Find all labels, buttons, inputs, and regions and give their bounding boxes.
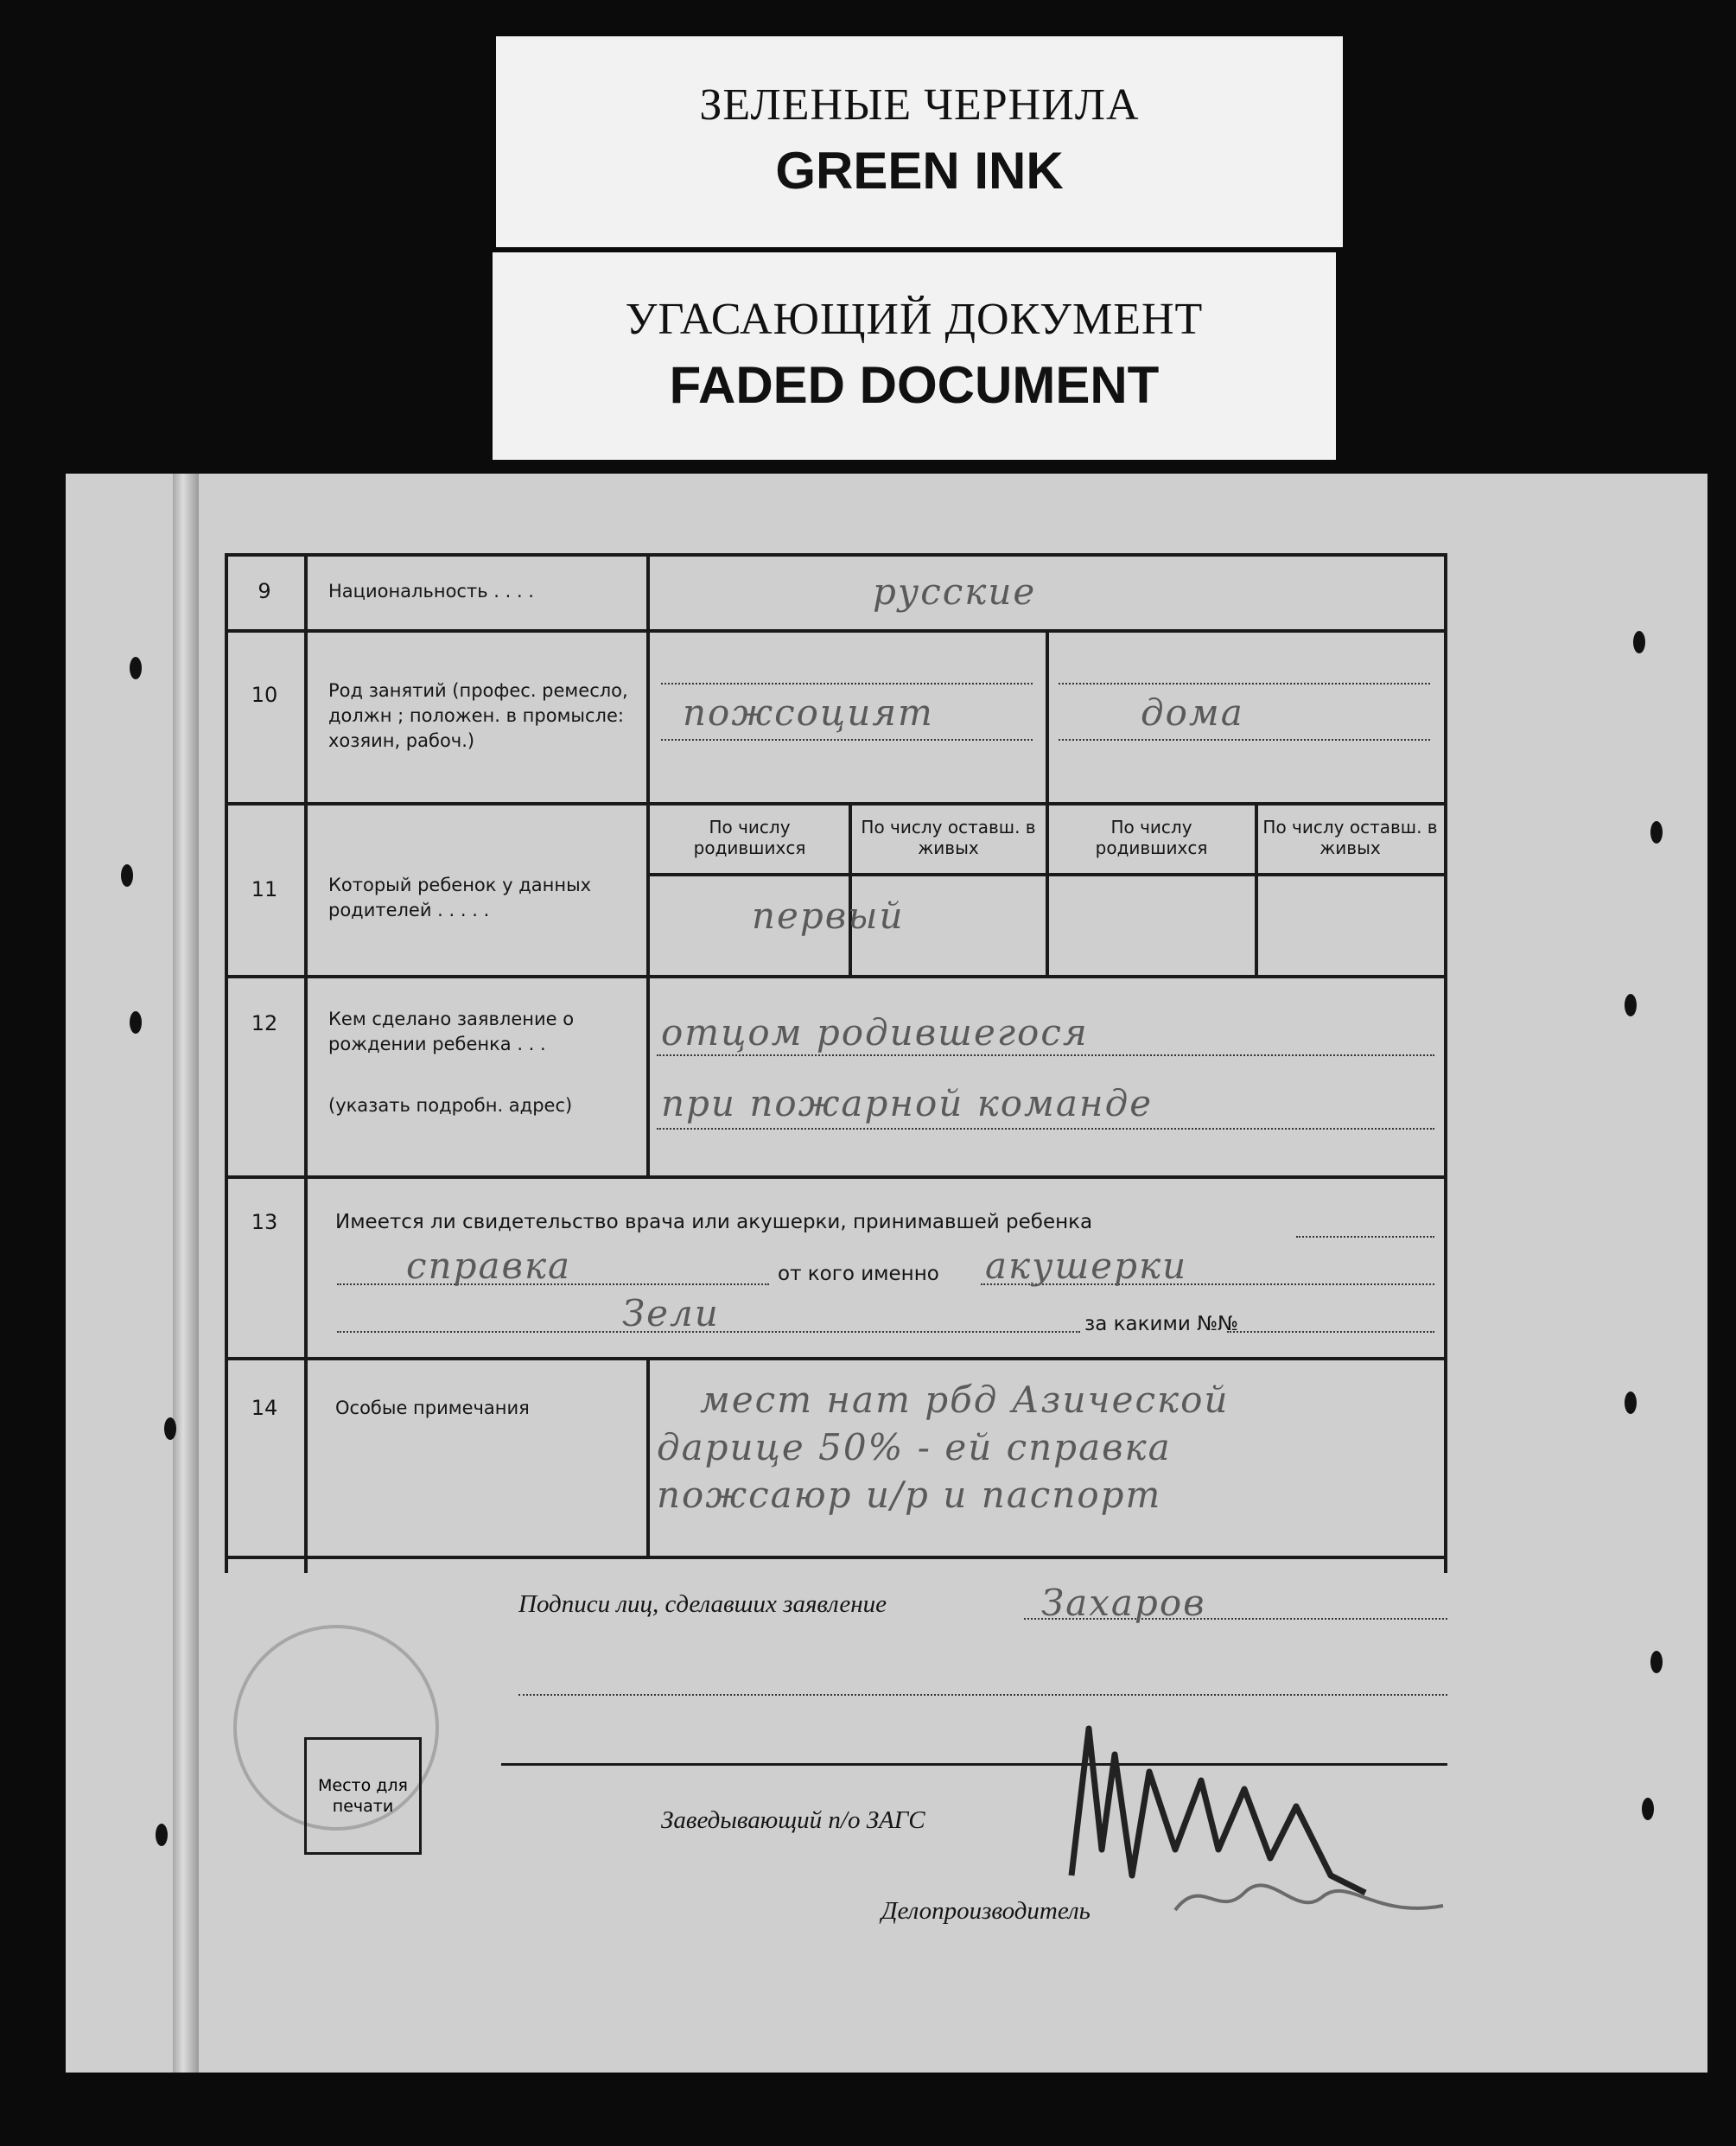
row-12-label: Кем сделано заявление о рождении ребенка . . . — [328, 1009, 575, 1054]
punch-hole-icon — [130, 1011, 142, 1034]
applicant-signature: Захаров — [1041, 1582, 1206, 1624]
punch-hole-icon — [121, 864, 133, 887]
row-11-number: 11 — [251, 877, 278, 901]
row-12-sublabel: (указать подробн. адрес) — [328, 1095, 573, 1116]
row-10-label: Род занятий (профес. ремесло, должн ; положен. в промысле: хозяин, рабоч.) — [328, 680, 628, 751]
row-10-mother-occupation: дома — [1141, 691, 1244, 734]
stamp-place-box — [304, 1737, 422, 1855]
punch-hole-icon — [1642, 1798, 1654, 1820]
punch-hole-icon — [156, 1824, 168, 1846]
row-11-header-3: По числу родившихся — [1095, 817, 1208, 858]
green-ink-ru: ЗЕЛЕНЫЕ ЧЕРНИЛА — [699, 80, 1140, 130]
stamp-place-label: Место для печати — [318, 1776, 408, 1816]
row-14-value-line1: мест нат рбд Азической — [700, 1379, 1230, 1421]
row-9-label: Национальность . . . . — [328, 581, 534, 602]
clerk-signature-icon — [1167, 1867, 1452, 1936]
row-12-value-line1: отцом родившегося — [661, 1011, 1089, 1054]
row-10-father-occupation: пожсоцият — [683, 691, 934, 734]
punch-hole-icon — [1633, 631, 1645, 653]
row-13-from-whom-label: от кого именно — [778, 1263, 939, 1285]
green-ink-card — [496, 36, 1343, 247]
zags-head-label: Заведывающий п/о ЗАГС — [661, 1806, 925, 1834]
row-11-label: Который ребенок у данных родителей . . . . . — [328, 875, 592, 920]
punch-hole-icon — [1625, 994, 1637, 1016]
row-14-value-line3: пожсаюр и/р и паспорт — [657, 1474, 1162, 1516]
punch-hole-icon — [1625, 1391, 1637, 1414]
binding-spine — [173, 474, 199, 2073]
row-11-header-2: По числу оставш. в живых — [861, 817, 1036, 858]
row-9-number: 9 — [258, 579, 271, 603]
applicants-signature-label: Подписи лиц, сделавших заявление — [518, 1590, 887, 1618]
row-13-value-whom: акушерки — [985, 1245, 1188, 1287]
faded-document-en: FADED DOCUMENT — [669, 356, 1160, 414]
row-13-which-numbers-label: за какими №№ — [1084, 1313, 1238, 1335]
green-ink-en: GREEN INK — [775, 142, 1064, 200]
faded-document-card — [493, 252, 1336, 460]
row-13-value-sub: Зели — [622, 1292, 720, 1334]
punch-hole-icon — [130, 657, 142, 679]
faded-document-ru: УГАСАЮЩИЙ ДОКУМЕНТ — [625, 295, 1204, 344]
clerk-label: Делопроизводитель — [881, 1897, 1091, 1925]
row-11-header-4: По числу оставш. в живых — [1262, 817, 1438, 858]
row-14-value-line2: дарице 50% - ей справка — [657, 1426, 1172, 1468]
row-13-number: 13 — [251, 1210, 278, 1234]
row-14-label: Особые примечания — [335, 1398, 530, 1418]
punch-hole-icon — [1650, 1651, 1663, 1673]
row-14-number: 14 — [251, 1396, 278, 1420]
row-9-value: русские — [873, 570, 1037, 613]
row-10-number: 10 — [251, 683, 278, 707]
row-12-value-line2: при пожарной команде — [661, 1082, 1154, 1124]
punch-hole-icon — [1650, 821, 1663, 844]
punch-hole-icon — [164, 1417, 176, 1440]
row-11-value: первый — [752, 895, 905, 937]
row-13-label: Имеется ли свидетельство врача или акушерки, принимавшей ребенка — [335, 1211, 1093, 1233]
row-12-number: 12 — [251, 1011, 278, 1035]
row-11-header-1: По числу родившихся — [693, 817, 806, 858]
row-13-value-has: справка — [406, 1245, 572, 1287]
